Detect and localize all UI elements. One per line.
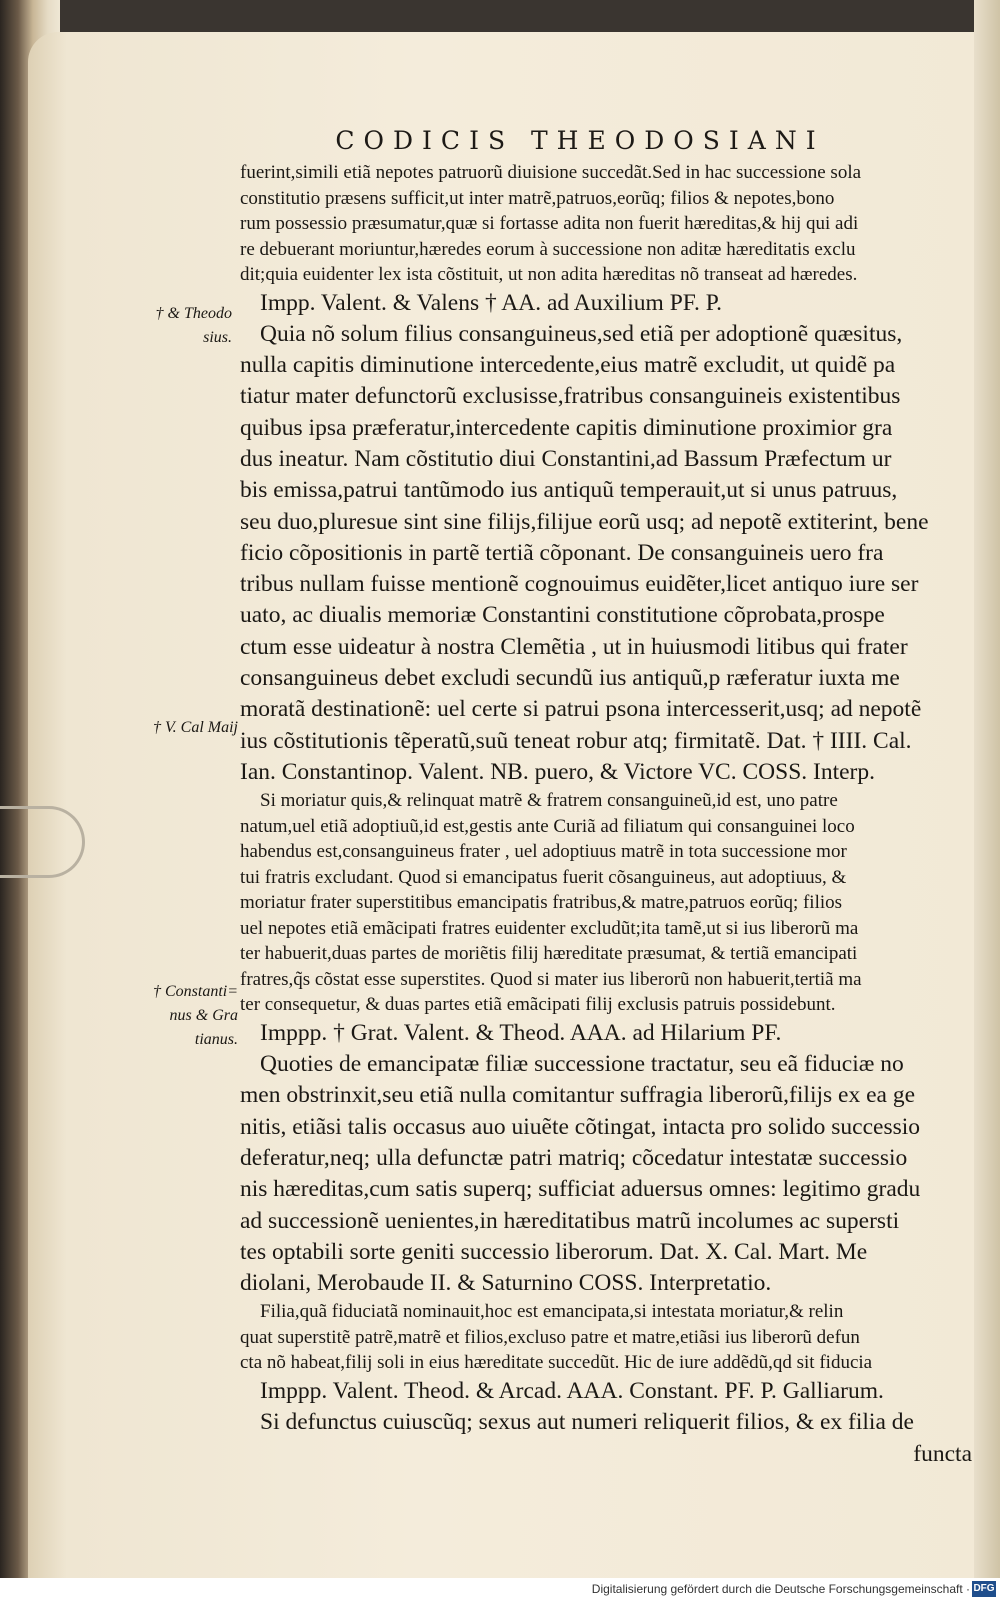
text-line: bis emissa,patrui tantũmodo ius antiquũ temperauit,ut si unus patruus, bbox=[240, 477, 898, 504]
text-line: moriatur frater superstitibus emancipatis fratribus,& matre,patruos eorũq; filios bbox=[240, 892, 843, 914]
text-line: consanguineus debet excludi secundũ ius antiquũ,p ræferatur iuxta me bbox=[240, 665, 900, 692]
text-line: fuerint,simili etiã nepotes patruorũ diuisione succedãt.Sed in hac successione sola bbox=[240, 162, 862, 183]
text-line: uato, ac diualis memoriæ Constantini constitutione cõprobata,prospe bbox=[240, 602, 885, 629]
text-line: ter consequetur, & duas partes etiã emãcipati filij exclusis patruis possidebunt. bbox=[240, 994, 836, 1016]
text-line: natum,uel etiã adoptiuũ,id est,gestis ante Curiã ad filiatum qui consanguinei loco bbox=[240, 815, 855, 837]
text-line: quat superstitẽ patrẽ,matrẽ et filios,excluso patre et matre,etiãsi ius liberorũ defun bbox=[240, 1326, 860, 1348]
text-line: men obstrinxit,seu etiã nulla comitantur suffragia liberorũ,filijs ex ea ge bbox=[240, 1082, 915, 1109]
page-text bbox=[240, 160, 972, 1470]
text-line: dit;quia euidenter lex ista cõstituit, ut non adita hæreditas nõ transeat ad hæredes. bbox=[240, 264, 858, 285]
text-line: Si defunctus cuiuscũq; sexus aut numeri reliquerit filios, & ex filia de bbox=[260, 1409, 914, 1436]
text-line: nulla capitis diminutione intercedente,eius matrẽ excludit, ut quidẽ pa bbox=[240, 352, 896, 379]
text-line: Impp. Valent. & Valens † AA. ad Auxilium PF. P. bbox=[260, 289, 723, 316]
footer-bar bbox=[0, 1578, 1000, 1603]
text-line: tribus nullam fuisse mentionẽ cognouimus euidẽter,licet antiquo iure ser bbox=[240, 571, 919, 598]
text-line: seu duo,pluresue sint sine filijs,filijue eorũ usq; ad nepotẽ extiterint, bene bbox=[240, 508, 929, 535]
text-line: dus ineatur. Nam cõstitutio diui Constantini,ad Bassum Præfectum ur bbox=[240, 445, 892, 472]
text-line: ctum esse uideatur à nostra Clemẽtia , ut in huiusmodi litibus qui frater bbox=[240, 633, 908, 660]
text-line: nitis, etiãsi talis occasus auo uiuẽte cõtingat, intacta pro solido successio bbox=[240, 1113, 921, 1140]
text-line: ter habuerit,duas partes de moriẽtis filij hæreditate præsumat, & tertiã emancipati bbox=[240, 943, 858, 965]
text-line: ius cõstitutionis tẽperatũ,suũ teneat robur atq; firmitatẽ. Dat. † IIII. Cal. bbox=[240, 727, 912, 754]
margin-note: † & Theodo sius. bbox=[155, 305, 232, 346]
text-line: re debuerant moriuntur,hæredes eorum à successione non aditæ hæreditatis exclu bbox=[240, 238, 856, 260]
text-line: Ian. Constantinop. Valent. NB. puero, & Victore VC. COSS. Interp. bbox=[240, 758, 876, 785]
running-header: CODICIS THEODOSIANI bbox=[335, 126, 825, 155]
text-line: Si moriatur quis,& relinquat matrẽ & fratrem consanguineũ,id est, uno patre bbox=[260, 790, 838, 812]
text-line: Quia nõ solum filius consanguineus,sed etiã per adoptionẽ quæsitus, bbox=[260, 320, 903, 347]
text-line: tui fratris excludant. Quod si emancipatus fuerit cõsanguineus, aut adoptiuus, & bbox=[240, 866, 847, 888]
text-line: tes optabili sorte geniti successio liberorum. Dat. X. Cal. Mart. Me bbox=[240, 1238, 868, 1265]
text-line: nis hæreditas,cum satis superq; sufficiat aduersus omnes: legitimo gradu bbox=[240, 1176, 921, 1203]
margin-note: † V. Cal Maij bbox=[152, 719, 238, 736]
paper-clip bbox=[0, 806, 85, 878]
text-line: ficio cõpositionis in partẽ tertiã cõponant. De consanguineis uero fra bbox=[240, 539, 884, 566]
text-line: diolani, Merobaude II. & Saturnino COSS. Interpretatio. bbox=[240, 1270, 772, 1297]
text-line: cta nõ habeat,filij soli in eius hæreditate succedũt. Hic de iure addẽdũ,qd sit fiducia bbox=[240, 1352, 873, 1374]
margin-note: † Constanti= nus & Gra tianus. bbox=[152, 983, 238, 1048]
text-line: quibus ipsa præferatur,intercedente capitis diminutione proximior gra bbox=[240, 414, 893, 441]
text-line: constitutio præsens sufficit,ut inter matrẽ,patruos,eorũq; filios & nepotes,bono bbox=[240, 187, 835, 209]
text-line: deferatur,neq; ulla defunctæ patri matriq; cõcedatur intestatæ successio bbox=[240, 1144, 908, 1171]
text-line: Filia,quã fiduciatã nominauit,hoc est emancipata,si intestata moriatur,& relin bbox=[260, 1301, 844, 1323]
page-edge bbox=[974, 0, 1000, 1578]
dfg-logo: DFG bbox=[972, 1581, 996, 1597]
text-line: tiatur mater defunctorũ exclusisse,fratribus consanguineis existentibus bbox=[240, 383, 901, 410]
text-line: functa bbox=[913, 1440, 972, 1467]
text-line: habendus est,consanguineus frater , uel adoptiuus matrẽ in tota successione mor bbox=[240, 841, 847, 863]
text-line: Imppp. † Grat. Valent. & Theod. AAA. ad Hilarium PF. bbox=[260, 1019, 782, 1046]
text-line: rum possessio præsumatur,quæ si fortasse adita non fuerit hæreditas,& hij qui adi bbox=[240, 213, 859, 234]
text-line: Quoties de emancipatæ filiæ successione tractatur, seu eã fiduciæ no bbox=[260, 1051, 904, 1078]
text-line: moratã destinationẽ: uel certe si patrui psona intercesserit,usq; ad nepotẽ bbox=[240, 696, 922, 723]
text-line: Imppp. Valent. Theod. & Arcad. AAA. Constant. PF. P. Galliarum. bbox=[260, 1377, 884, 1404]
text-line: uel nepotes etiã emãcipati fratres euidenter excludũt;ita tamẽ,ut si ius liberorũ ma bbox=[240, 917, 859, 939]
text-line: fratres,q̃s cõstat esse superstites. Quod si mater ius liberorũ non habuerit,tertiã ma bbox=[240, 968, 862, 990]
footer-credit: Digitalisierung gefördert durch die Deutsche Forschungsgemeinschaft · bbox=[591, 1582, 970, 1596]
text-line: ad successionẽ uenientes,in hæreditatibus matrũ incolumes ac supersti bbox=[240, 1207, 900, 1234]
